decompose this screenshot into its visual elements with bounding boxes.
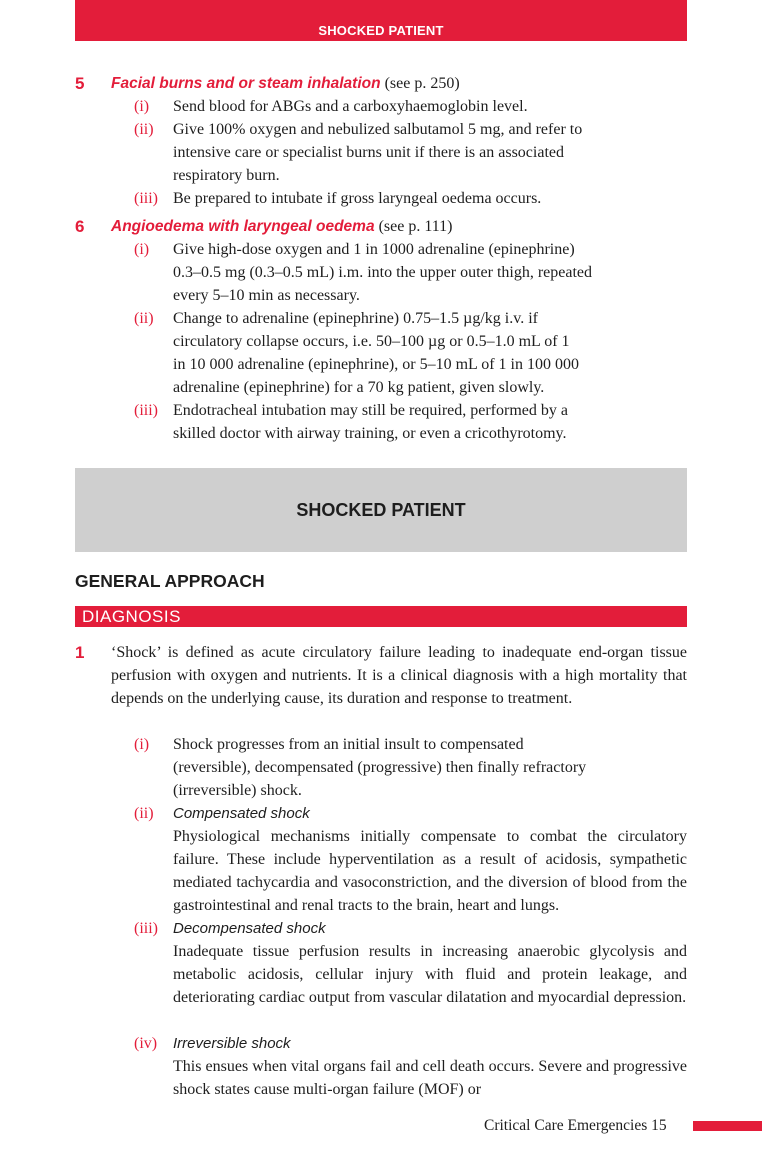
sub-paragraph: This ensues when vital organs fail and cell death occurs. Severe and progressive shock states cause multi-organ failure (MOF) or [173, 1058, 687, 1098]
item-number: 6 [75, 217, 85, 236]
item-heading: Facial burns and or steam inhalation (see p. 250) [111, 75, 460, 92]
subsection-heading: GENERAL APPROACH [75, 571, 265, 591]
footer-bar [693, 1121, 762, 1131]
sub-heading: Decompensated shock [173, 920, 326, 937]
diagnosis-heading: DIAGNOSIS [75, 606, 687, 627]
page-number: 15 [651, 1117, 667, 1134]
item-number: 1 [75, 643, 85, 662]
footer-title: Critical Care Emergencies [484, 1117, 648, 1134]
sub-paragraph: Physiological mechanisms initially compensate to combat the circulatory failure. These include hyperventilation as a result of acidosis, sympathetic mediated tachycardia and vasoconstriction, and the diversion of blood from the gastrointestinal and renal tracts to the brain, heart and lungs. [173, 828, 687, 914]
item-heading: Angioedema with laryngeal oedema (see p. 111) [111, 218, 453, 235]
running-head: SHOCKED PATIENT [75, 0, 687, 41]
item-paragraph: ‘Shock’ is defined as acute circulatory failure leading to inadequate end-organ tissue perfusion with oxygen and nutrients. It is a clinical diagnosis with a high mortality that depends on the underlying cause, its duration and response to treatment. [111, 644, 687, 707]
sub-heading: Irreversible shock [173, 1035, 291, 1052]
item-number: 5 [75, 74, 85, 93]
sub-heading: Compensated shock [173, 805, 310, 822]
footer [484, 1117, 667, 1135]
sub-paragraph: Inadequate tissue perfusion results in increasing anaerobic glycolysis and metabolic acidosis, cellular injury with fluid and protein leakage, and deteriorating cardiac output from vascular dilatation and myocardial depression. [173, 943, 687, 1006]
section-title: SHOCKED PATIENT [75, 468, 687, 552]
